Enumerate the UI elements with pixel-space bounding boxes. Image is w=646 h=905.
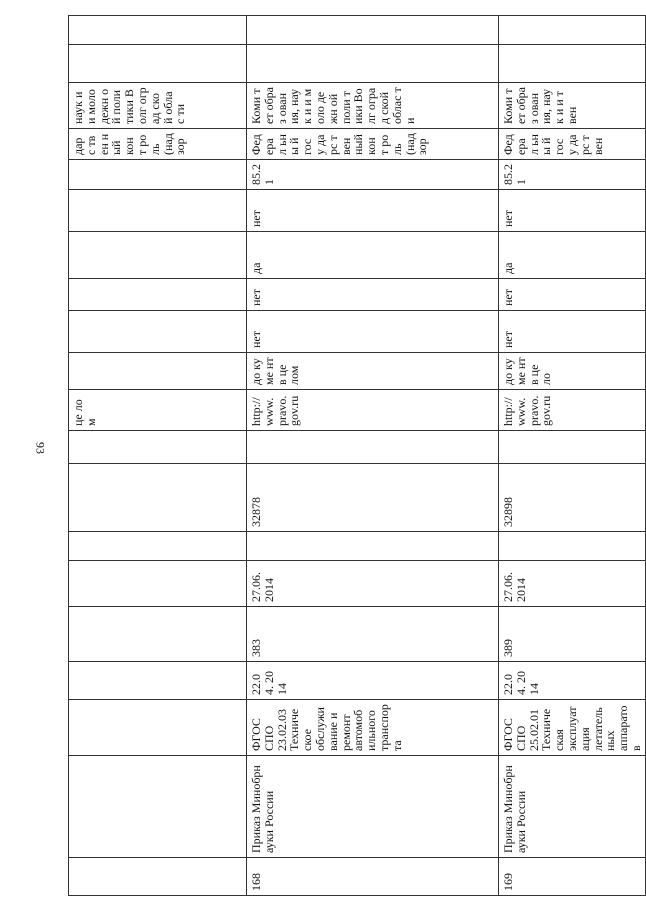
table-cell xyxy=(247,532,499,561)
table-cell xyxy=(499,45,646,83)
table-cell xyxy=(69,279,247,311)
control-cell: Фед ерал ьны й госу дарс твен ный конт роль (над зор xyxy=(247,129,499,160)
flag-cell: нет xyxy=(247,190,499,232)
table-cell xyxy=(69,756,247,858)
control-cell: дарс твен ный конт роль (над зор xyxy=(69,129,247,160)
table-cell xyxy=(69,232,247,279)
table-cell xyxy=(499,431,646,464)
table-cell xyxy=(499,532,646,561)
table-cell xyxy=(247,16,499,45)
doc-number-cell: 389 xyxy=(499,607,646,662)
flag-cell: нет xyxy=(499,279,646,311)
table-cell xyxy=(69,160,247,190)
scope-cell: до ку ме нт в це лом xyxy=(247,353,499,390)
source-cell: http:// www. pravo. gov.ru xyxy=(499,390,646,431)
registry-table xyxy=(68,15,646,896)
flag-cell: нет xyxy=(499,311,646,353)
table-cell xyxy=(69,700,247,756)
reg-number-cell: 32878 xyxy=(247,464,499,532)
doc-name-cell: ФГОС СПО 23.02.03 Техническое обслуживание и ремонт автомобильного транспорта xyxy=(247,700,499,756)
scope-cell: до ку ме нт в це ло xyxy=(499,353,646,390)
table-cell xyxy=(69,532,247,561)
table-cell xyxy=(69,16,247,45)
flag-cell: да xyxy=(499,232,646,279)
control-cell: Фед ерал ьны й госу дарс твен xyxy=(499,129,646,160)
table-cell xyxy=(69,190,247,232)
table-cell xyxy=(247,45,499,83)
doc-type-cell: Приказ Минобрнауки России xyxy=(499,756,646,858)
scope-cell: це лом xyxy=(69,390,247,431)
doc-date-cell: 22.04. 2014 xyxy=(247,662,499,700)
table-row xyxy=(499,16,646,896)
doc-name-cell: ФГОС СПО 25.02.01 Техническая эксплуатация летательных аппаратов xyxy=(499,700,646,756)
doc-number-cell: 383 xyxy=(247,607,499,662)
flag-cell: нет xyxy=(499,190,646,232)
table-cell xyxy=(69,662,247,700)
rotated-table-frame xyxy=(68,16,643,896)
authority-cell: Коми тет образ ован ия, наук и и твен xyxy=(499,83,646,129)
table-row xyxy=(247,16,499,896)
page-number: 93 xyxy=(33,442,48,454)
row-number: 169 xyxy=(499,858,646,896)
table-row xyxy=(69,16,247,896)
table-cell xyxy=(69,353,247,390)
reg-date-cell: 27.06. 2014 xyxy=(247,561,499,607)
flag-cell: нет xyxy=(247,279,499,311)
doc-type-cell: Приказ Минобрнауки России xyxy=(247,756,499,858)
table-cell xyxy=(69,431,247,464)
table-cell xyxy=(69,464,247,532)
table-cell xyxy=(247,431,499,464)
flag-cell: нет xyxy=(247,311,499,353)
table-cell xyxy=(69,45,247,83)
code-cell: 85.21 xyxy=(247,160,499,190)
table-cell xyxy=(69,858,247,896)
reg-date-cell: 27.06. 2014 xyxy=(499,561,646,607)
reg-number-cell: 32898 xyxy=(499,464,646,532)
authority-cell: наук и и моло дежн ой поли тики Волг оград ской облас ти xyxy=(69,83,247,129)
flag-cell: да xyxy=(247,232,499,279)
code-cell: 85.21 xyxy=(499,160,646,190)
row-number: 168 xyxy=(247,858,499,896)
table-cell xyxy=(69,607,247,662)
authority-cell: Коми тет образ ован ия, наук и и моло дежн ой поли тики Волг оград ской облас ти xyxy=(247,83,499,129)
doc-date-cell: 22.04. 2014 xyxy=(499,662,646,700)
table-cell xyxy=(69,561,247,607)
source-cell: http:// www. pravo. gov.ru xyxy=(247,390,499,431)
table-cell xyxy=(69,311,247,353)
table-cell xyxy=(499,16,646,45)
